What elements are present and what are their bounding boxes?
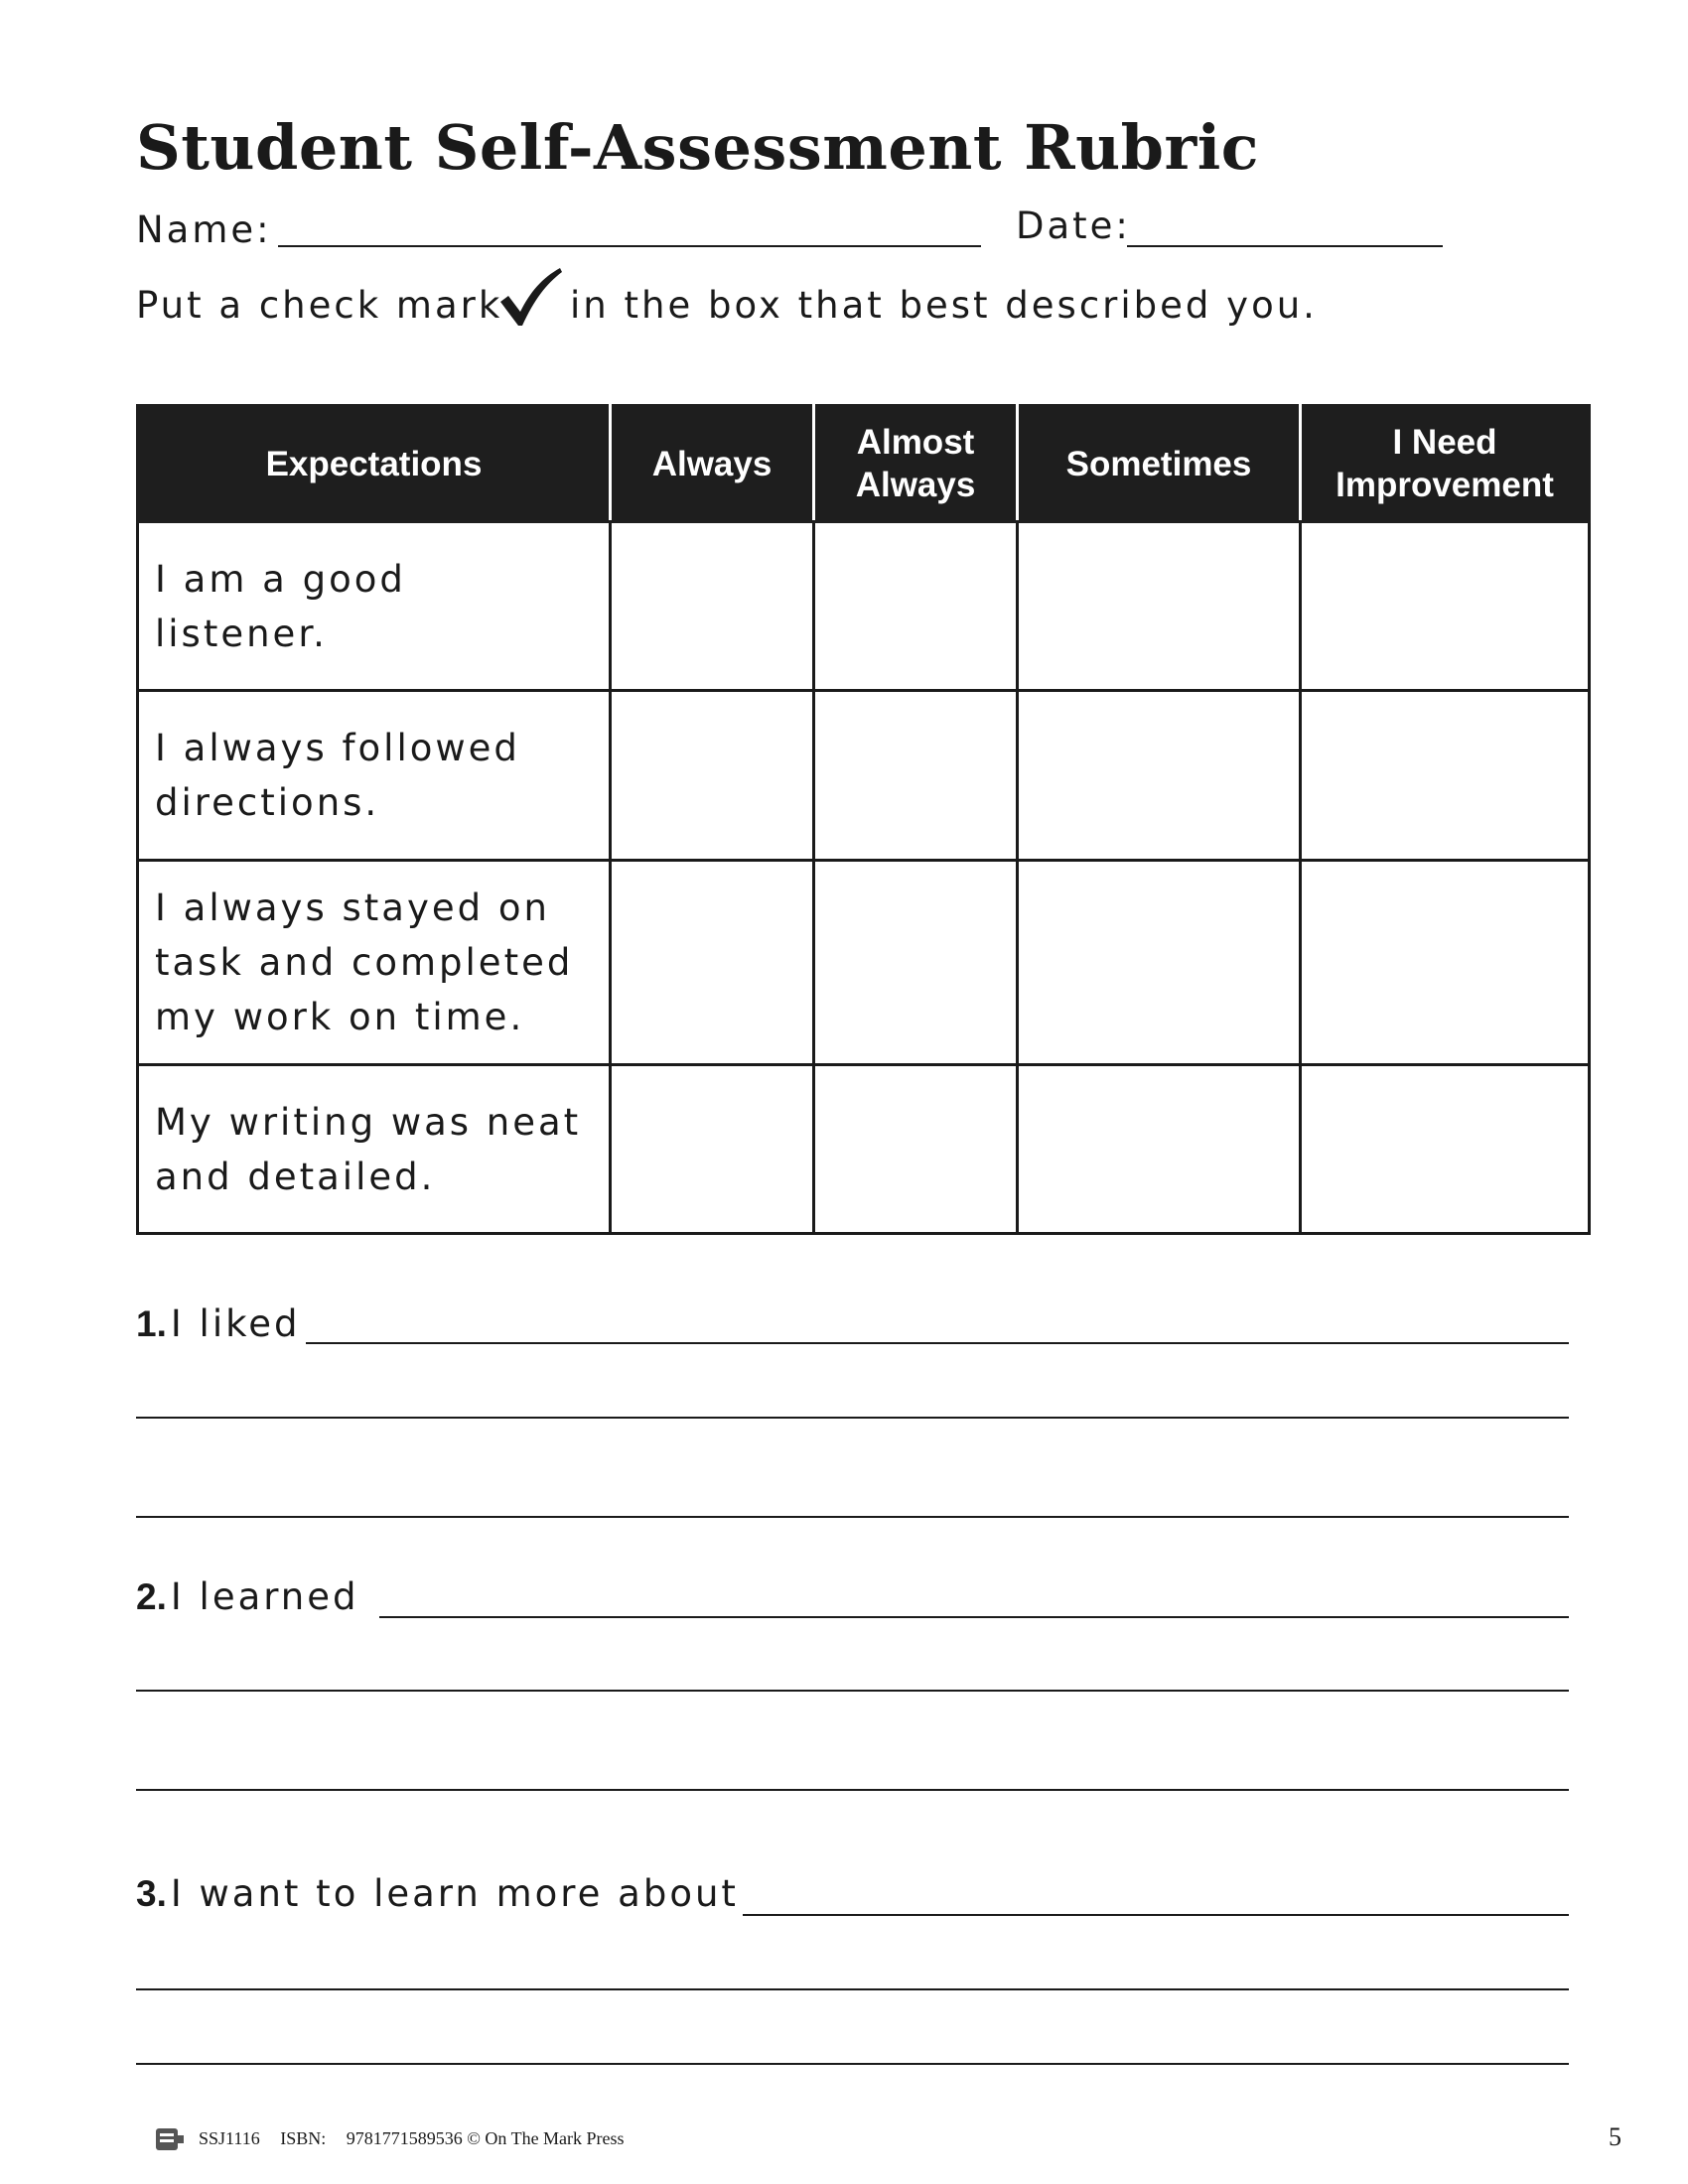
question-number: 3. [136, 1873, 167, 1914]
checkbox-cell-always[interactable] [611, 522, 814, 691]
question-2 [136, 1575, 359, 1618]
header-always: Always [611, 406, 814, 522]
table-row [138, 861, 1590, 1065]
checkbox-cell-need-improvement[interactable] [1301, 522, 1590, 691]
answer-line-2b[interactable] [136, 1690, 1569, 1692]
checkbox-cell-sometimes[interactable] [1018, 861, 1301, 1065]
expectation-listener: I am a good listener. [138, 522, 611, 691]
answer-line-2a[interactable] [379, 1616, 1569, 1618]
answer-line-1b[interactable] [136, 1417, 1569, 1419]
checkbox-cell-always[interactable] [611, 861, 814, 1065]
footer-code: SSJ1116 [199, 2128, 260, 2148]
question-prompt: I liked [170, 1302, 301, 1345]
checkbox-cell-always[interactable] [611, 691, 814, 861]
header-need-improvement: I Need Improvement [1301, 406, 1590, 522]
checkbox-cell-almost-always[interactable] [814, 522, 1018, 691]
answer-line-3a[interactable] [743, 1914, 1569, 1916]
answer-line-3c[interactable] [136, 2063, 1569, 2065]
table-row [138, 691, 1590, 861]
table-row [138, 522, 1590, 691]
rubric-table [136, 404, 1591, 1235]
footer-isbn-label: ISBN: [280, 2128, 327, 2148]
instruction-text-start: Put a check mark [136, 284, 503, 327]
answer-line-1a[interactable] [306, 1342, 1569, 1344]
question-number: 1. [136, 1303, 167, 1344]
checkbox-cell-sometimes[interactable] [1018, 691, 1301, 861]
instruction-text-end: in the box that best described you. [570, 284, 1318, 327]
expectation-writing: My writing was neat and detailed. [138, 1065, 611, 1234]
page-title: Student Self-Assessment Rubric [136, 111, 1259, 184]
answer-line-2c[interactable] [136, 1789, 1569, 1791]
answer-line-3b[interactable] [136, 1988, 1569, 1990]
page-number: 5 [1609, 2122, 1621, 2151]
header-almost-always: Almost Always [814, 406, 1018, 522]
checkbox-cell-need-improvement[interactable] [1301, 1065, 1590, 1234]
checkbox-cell-almost-always[interactable] [814, 861, 1018, 1065]
checkbox-cell-sometimes[interactable] [1018, 1065, 1301, 1234]
table-header-row [138, 406, 1590, 522]
checkbox-cell-need-improvement[interactable] [1301, 691, 1590, 861]
table-row [138, 1065, 1590, 1234]
date-label: Date: [1016, 205, 1131, 247]
checkbox-cell-almost-always[interactable] [814, 691, 1018, 861]
expectation-on-task: I always stayed on task and completed my work on time. [138, 861, 611, 1065]
checkbox-cell-always[interactable] [611, 1065, 814, 1234]
publisher-logo-icon [155, 2125, 185, 2153]
checkbox-cell-almost-always[interactable] [814, 1065, 1018, 1234]
header-sometimes: Sometimes [1018, 406, 1301, 522]
check-mark-icon [496, 266, 564, 328]
name-label: Name: [136, 208, 272, 251]
footer-isbn: 9781771589536 © On The Mark Press [346, 2128, 625, 2148]
expectation-directions: I always followed directions. [138, 691, 611, 861]
name-field[interactable] [278, 245, 981, 247]
footer-info [199, 2128, 640, 2149]
question-1 [136, 1302, 300, 1345]
question-3 [136, 1872, 739, 1915]
date-field[interactable] [1127, 245, 1443, 247]
question-prompt: I want to learn more about [170, 1872, 739, 1915]
checkbox-cell-sometimes[interactable] [1018, 522, 1301, 691]
answer-line-1c[interactable] [136, 1516, 1569, 1518]
checkbox-cell-need-improvement[interactable] [1301, 861, 1590, 1065]
question-number: 2. [136, 1576, 167, 1617]
question-prompt: I learned [170, 1575, 359, 1618]
header-expectations: Expectations [138, 406, 611, 522]
